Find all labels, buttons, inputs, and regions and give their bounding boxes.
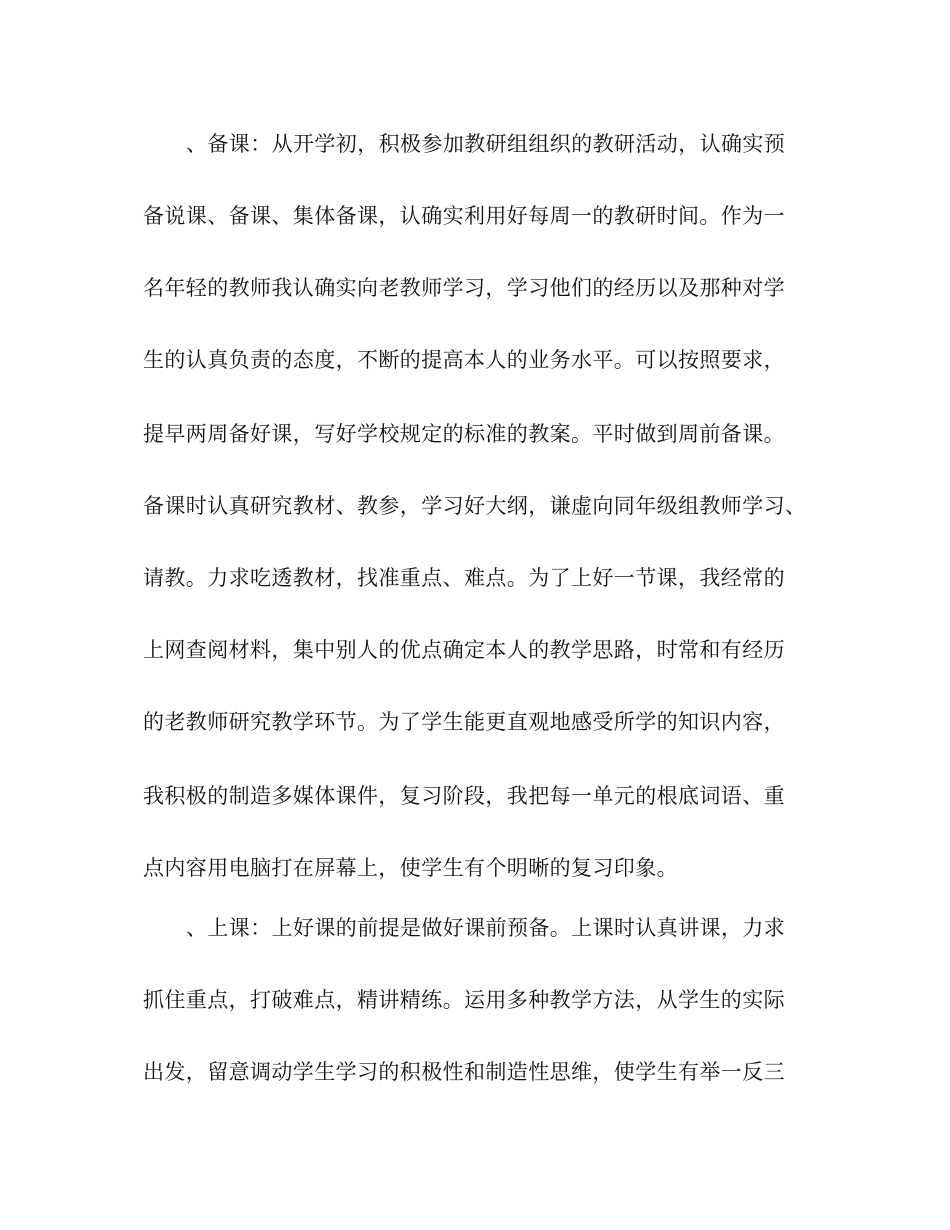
paragraph-1-line-7: 请教。力求吃透教材，找准重点、难点。为了上好一节课，我经常的 [143,566,785,590]
paragraph-1-line-4: 生的认真负责的态度，不断的提高本人的业务水平。可以按照要求， [143,348,785,372]
paragraph-1-line-6: 备课时认真研究教材、教参，学习好大纲，谦虚向同年级组教师学习、 [143,494,807,518]
paragraph-1-line-2: 备说课、备课、集体备课，认确实利用好每周一的教研时间。作为一 [143,204,785,228]
paragraph-1-line-9: 的老教师研究教学环节。为了学生能更直观地感受所学的知识内容， [143,710,785,734]
paragraph-1-line-10: 我积极的制造多媒体课件，复习阶段，我把每一单元的根底词语、重 [143,784,785,808]
paragraph-1-line-1: 、备课：从开学初，积极参加教研组组织的教研活动，认确实预 [186,132,786,156]
paragraph-1-line-3: 名年轻的教师我认确实向老教师学习，学习他们的经历以及那种对学 [143,276,785,300]
paragraph-1-line-8: 上网查阅材料，集中别人的优点确定本人的教学思路，时常和有经历 [143,638,785,662]
paragraph-2-line-1: 、上课：上好课的前提是做好课前预备。上课时认真讲课，力求 [186,916,786,940]
paragraph-1-line-5: 提早两周备好课，写好学校规定的标准的教案。平时做到周前备课。 [143,422,785,446]
paragraph-1-line-11: 点内容用电脑打在屏幕上，使学生有个明晰的复习印象。 [143,856,678,880]
paragraph-2-line-3: 出发，留意调动学生学习的积极性和制造性思维，使学生有举一反三 [143,1060,785,1084]
paragraph-2-line-2: 抓住重点，打破难点，精讲精练。运用多种教学方法，从学生的实际 [143,988,785,1012]
